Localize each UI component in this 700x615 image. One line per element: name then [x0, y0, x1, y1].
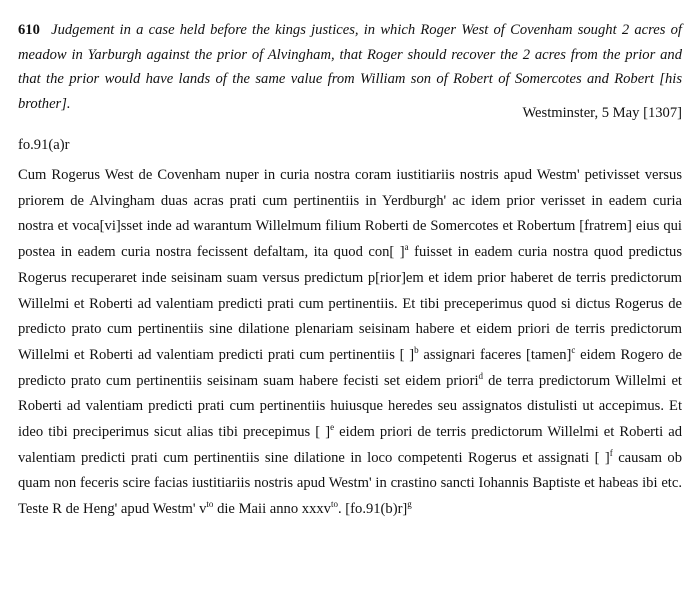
footnote-marker: b — [414, 345, 419, 356]
footnote-marker: c — [571, 345, 576, 356]
body-text-segment: fuisset in eadem curia nostra quod predictus Rogerus recuperaret inde seisinam suam versus predictum p[rior]em et idem prior haberet de terris predictorum Willelmi et Roberti ad valentiam predicti prati cum pertinentiis. Et tibi preceperimus quod si dictus Rogerus de predicto prato cum pertinentiis sine dilatione plenariam seisinam habere et eidem priori de terris predictorum Willelmi et Roberti ad valentiam predicti prati cum pertinentiis [ ] — [18, 244, 682, 363]
body-text-segment: Cum Rogerus West de Covenham nuper in curia nostra coram iustitiariis nostris apud Westm' petivisset versus priorem de Alvingham duas acras prati cum pertinentiis in Yerdburgh' ac idem prior verisset in eadem curia nostra et voca[vi]sset inde ad warantum Willelmum filium Roberti de Somercotes et Robertum [fratrem] eius qui postea in eadem curia nostra fecissent defaltam, ita quod con[ ] — [18, 167, 682, 261]
document-body — [18, 163, 682, 523]
dateline: Westminster, 5 May [1307] — [522, 105, 682, 121]
footnote-marker: a — [404, 242, 409, 253]
body-text-segment: de terra predictorum Willelmi et Roberti ad valentiam predicti prati cum pertinentiis huiusque heredes seu assignatos distulisti ut accepimus. Et ideo tibi preciperimus sicut alias tibi precepimus [ ] — [18, 372, 682, 441]
ordinal-superscript: to — [330, 499, 338, 510]
ordinal-superscript: to — [206, 499, 214, 510]
document-summary: Judgement in a case held before the kings justices, in which Roger West of Covenham sought 2 acres of meadow in Yarburgh against the prior of Alvingham, that Roger should recover the 2 acres from the prior and that the prior would have lands of the same value from William son of Robert of Somercotes and Robert [his brother]. — [18, 22, 682, 112]
body-text-segment: die Maii anno xxxv — [213, 501, 331, 518]
body-text-segment: eidem priori de terris predictorum Willelmi et Roberti ad valentiam predicti prati cum pertinentiis sine dilatione in loco competenti Rogerus et assignati [ ] — [18, 424, 682, 466]
body-text-segment: causam ob quam non feceris scire facias iustitiariis nostris apud Westm' in crastino sancti Iohannis Baptiste et habeas ibi etc. Teste R de Heng' apud Westm' v — [18, 449, 682, 518]
document-number: 610 — [18, 22, 40, 38]
footnote-marker: d — [478, 370, 483, 381]
footnote-marker: g — [407, 499, 412, 510]
footnote-marker: f — [609, 447, 613, 458]
body-text-segment: eidem Rogero de predicto prato cum pertinentiis seisinam suam habere fecisti set eidem priori — [18, 346, 682, 389]
footnote-marker: e — [330, 422, 335, 433]
body-text-segment: . [fo.91(b)r] — [338, 501, 408, 518]
body-text-segment: assignari faceres [tamen] — [418, 346, 572, 363]
folio-reference: fo.91(a)r — [18, 137, 70, 153]
